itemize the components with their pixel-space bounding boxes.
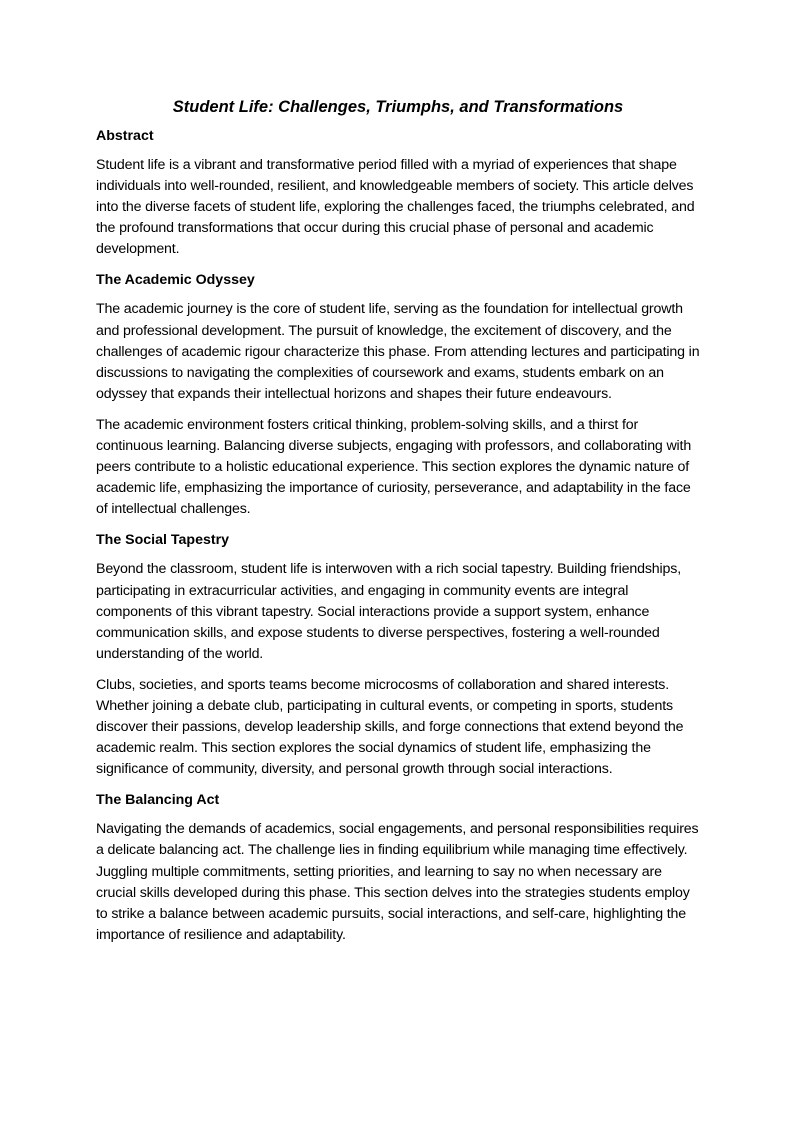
section-heading: The Academic Odyssey bbox=[96, 272, 255, 289]
section-balancing-act bbox=[96, 790, 700, 946]
paragraph: Clubs, societies, and sports teams become microcosms of collaboration and shared interests. Whether joining a debate club, participating in cultural events, or competing in sports, students discover their passions, develop leadership skills, and forge connections that extend beyond the academic realm. This section explores the social dynamics of student life, emphasizing the significance of community, diversity, and personal growth through social interactions. bbox=[96, 676, 684, 778]
document-page bbox=[96, 94, 700, 956]
section-heading: Abstract bbox=[96, 128, 154, 144]
paragraph: Navigating the demands of academics, social engagements, and personal responsibilities requires a delicate balancing act. The challenge lies in finding equilibrium while managing time effectively. Juggling multiple commitments, setting priorities, and learning to say no when necessary are crucial skills developed during this phase. This section delves into the strategies students employ to strike a balance between academic pursuits, social interactions, and self-care, highlighting the importance of resilience and adaptability. bbox=[96, 821, 699, 943]
section-heading: The Balancing Act bbox=[96, 792, 220, 809]
paragraph: The academic journey is the core of student life, serving as the foundation for intellectual growth and professional development. The pursuit of knowledge, the excitement of discovery, and the challenges of academic rigour characterize this phase. From attending lectures and participating in discussions to navigating the complexities of coursework and exams, students embark on an odyssey that expands their intellectual horizons and shapes their future endeavours. bbox=[96, 301, 700, 402]
section-abstract bbox=[96, 126, 700, 260]
paragraph: Student life is a vibrant and transformative period filled with a myriad of experiences that shape individuals into well-rounded, resilient, and knowledgeable members of society. This article delves into the diverse facets of student life, exploring the challenges faced, the triumphs celebrated, and the profound transformations that occur during this crucial phase of personal and academic development. bbox=[96, 157, 695, 258]
paragraph: Beyond the classroom, student life is interwoven with a rich social tapestry. Building friendships, participating in extracurricular activities, and engaging in community events are integral components of this vibrant tapestry. Social interactions provide a support system, enhance communication skills, and expose students to diverse perspectives, fostering a well-rounded understanding of the world. bbox=[96, 561, 681, 662]
section-academic-odyssey bbox=[96, 270, 700, 520]
paragraph: The academic environment fosters critical thinking, problem-solving skills, and a thirst for continuous learning. Balancing diverse subjects, engaging with professors, and collaborating with peers contribute to a holistic educational experience. This section explores the dynamic nature of academic life, emphasizing the importance of curiosity, perseverance, and adaptability in the face of intellectual challenges. bbox=[96, 416, 692, 518]
document-title: Student Life: Challenges, Triumphs, and Transformations bbox=[172, 98, 624, 116]
section-heading: The Social Tapestry bbox=[96, 532, 229, 549]
section-social-tapestry bbox=[96, 530, 700, 780]
